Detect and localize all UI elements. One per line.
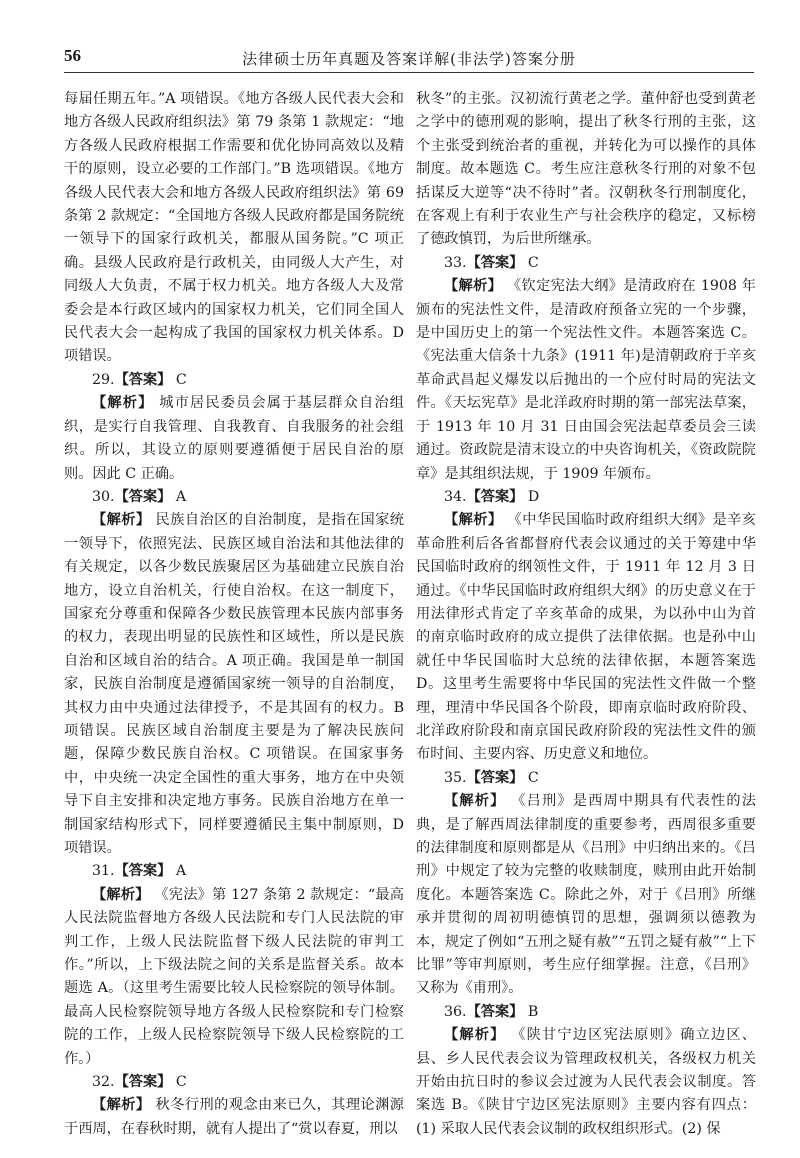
question-number: 31. [92,863,115,880]
explanation-text: 秋冬行刑的观念由来已久，其理论渊源于西周，在春秋时期，就有人提出了“赏以春夏，刑以 [64,1097,404,1137]
answer-label: 【答案】 [114,1074,172,1091]
explanation-text: 《陕甘宁边区宪法原则》确立边区、县、乡人民代表会议为管理政权机关，各级权力机关开始由抗日时的参议会过渡为人民代表会议制度。答案选 B。《陕甘宁边区宪法原则》主要内容有四点：(1) 采取人民代表会议制的政权组织形式。(2) 保 [416,1027,756,1137]
answer-value: C [175,1074,187,1091]
answer-label: 【答案】 [466,1003,524,1020]
explanation-32 [64,1094,404,1141]
explanation-text: 民族自治区的自治制度，是指在国家统一领导下，依照宪法、民族区域自治法和其他法律的有关规定，以各少数民族聚居区为基础建立民族自治地方，设立自治机关，行使自治权。在这一制度下，国家充分尊重和保障各少数民族管理本民族内部事务的权力，表现出明显的民族性和区域性，所以是民族自治和区域自治的结合。A 项正确。我国是单一制国家，民族自治制度是遵循国家统一领导的自治制度，其权力由中央通过法律授予，不是其固有的权力。B 项错误。民族区域自治制度主要是为了解决民族问题，保障少数民族自治权。C 项错误。在国家事务中，中央统一决定全国性的重大事务，地方在中央领导下自主安排和决定地方事务。民族自治地方在单一制国家结构形式下，同样要遵循民主集中制原则，D 项错误。 [64,512,404,856]
answer-value: C [527,769,539,786]
explanation-text: 城市居民委员会属于基层群众自治组织，是实行自我管理、自我教育、自我服务的社会组织。所以，其设立的原则要遵循便于居民自治的原则。因此 C 正确。 [64,395,404,482]
explanation-label: 【解析】 [444,793,506,810]
explanation-label: 【解析】 [92,512,151,529]
explanation-31 [64,884,404,1071]
explanation-label: 【解析】 [92,886,150,903]
explanation-text: 《宪法》第 127 条第 2 款规定：“最高人民法院监督地方各级人民法院和专门人民法院的审判工作，上级人民法院监督下级人民法院的审判工作。”所以，上下级法院之间的关系是监督关系。故本题选 A。（这里考生需要比较人民检察院的领导体制。最高人民检察院领导地方各级人民检察院和专门检察院的工作，上级人民检察院领导下级人民检察院的工作。） [64,886,404,1067]
question-number: 29. [92,371,115,388]
question-number: 34. [444,488,467,505]
explanation-label: 【解析】 [92,1097,151,1114]
question-number: 32. [92,1074,115,1091]
explanation-text: 《中华民国临时政府组织大纲》是辛亥革命胜利后各省都督府代表会议通过的关于筹建中华民国临时政府的纲领性文件，于 1911 年 12 月 3 日通过。《中华民国临时政府组织大纲》的历史意义在于用法律形式肯定了辛亥革命的成果，为以孙中山为首的南京临时政府的成立提供了法律依据。也是孙中山就任中华民国临时大总统的法律依据，本题答案选 D。这里考生需要将中华民国的宪法性文件做一个整理，理清中华民国各个阶段，即南京临时政府阶段、北洋政府阶段和南京国民政府阶段的宪法性文件的颁布时间、主要内容、历史意义和地位。 [416,512,756,763]
answer-value: A [175,863,187,880]
explanation-33 [416,275,756,486]
running-title: 法律硕士历年真题及答案详解(非法学)答案分册 [242,50,576,68]
answer-line-35 [416,767,756,790]
explanation-label: 【解析】 [444,512,503,529]
answer-line-29 [64,369,404,392]
answer-line-30 [64,486,404,509]
explanation-29 [64,392,404,486]
right-column [416,88,756,1141]
answer-value: B [527,1003,539,1020]
explanation-34 [416,509,756,766]
answer-value: C [527,254,539,271]
answer-line-33 [416,252,756,275]
answer-line-32 [64,1071,404,1094]
explanation-text: 《吕刑》是西周中期具有代表性的法典，是了解西周法律制度的重要参考，西周很多重要的法律制度和原则都是从《吕刑》中归纳出来的。《吕刑》中规定了较为完整的收赎制度，赎刑由此开始制度化。本题答案选 C。除此之外，对于《吕刑》所继承并贯彻的周初明德慎罚的思想，强调须以德教为本，规定了例如“五刑之疑有赦”“五罚之疑有赦”“上下比罪”等审判原则，考生应仔细掌握。注意，《吕刑》又称为《甫刑》。 [416,793,756,997]
answer-value: D [527,488,540,505]
answer-label: 【答案】 [466,254,524,271]
explanation-label: 【解析】 [92,395,154,412]
answer-label: 【答案】 [466,488,524,505]
page-number: 56 [64,46,81,65]
question-number: 35. [444,769,467,786]
explanation-text: 《钦定宪法大纲》是清政府在 1908 年颁布的宪法性文件，是清政府预备立宪的一个步骤，是中国历史上的第一个宪法性文件。本题答案选 C。《宪法重大信条十九条》(1911 年)是清朝政府于辛亥革命武昌起义爆发以后抛出的一个应付时局的宪法文件。《天坛宪草》是北洋政府时期的第一部宪法草案，于 1913 年 10 月 31 日由国会宪法起草委员会三读通过。资政院是清末设立的中央咨询机关，《资政院院章》是其组织法规，于 1909 年颁布。 [416,278,756,482]
answer-label: 【答案】 [114,371,172,388]
answer-value: C [175,371,187,388]
continued-paragraph: 每届任期五年。”A 项错误。《地方各级人民代表大会和地方各级人民政府组织法》第 79 条第 1 款规定：“地方各级人民政府根据工作需要和优化协同高效以及精干的原则，设立必要的工作部门。”B 选项错误。《地方各级人民代表大会和地方各级人民政府组织法》第 69 条第 2 款规定：“全国地方各级人民政府都是国务院统一领导下的国家行政机关，都服从国务院。”C 项正确。县级人民政府是行政机关，由同级人大产生，对同级人大负责，不属于权力机关。地方各级人大及常委会是本行政区域内的国家权力机关，它们同全国人民代表大会一起构成了我国的国家权力机关体系。D 项错误。 [64,91,404,365]
explanation-label: 【解析】 [444,278,503,295]
answer-line-34 [416,486,756,509]
answer-line-36 [416,1001,756,1024]
page-header [64,42,754,76]
explanation-label: 【解析】 [444,1027,506,1044]
question-number: 33. [444,254,467,271]
continued-paragraph: 秋冬”的主张。汉初流行黄老之学。董仲舒也受到黄老之学中的德刑观的影响，提出了秋冬行刑的主张，这个主张受到统治者的重视，并转化为可以操作的具体制度。故本题选 C。考生应注意秋冬行刑的对象不包括谋反大逆等“决不待时”者。汉朝秋冬行刑制度化，在客观上有利于农业生产与社会秩序的稳定，又标榜了德政慎罚，为后世所继承。 [416,91,756,248]
explanation-36 [416,1024,756,1141]
question-number: 30. [92,488,115,505]
answer-value: A [175,488,187,505]
header-rule [64,72,754,73]
answer-label: 【答案】 [114,488,172,505]
left-column [64,88,404,1141]
answer-label: 【答案】 [114,863,172,880]
answer-line-31 [64,860,404,883]
explanation-30 [64,509,404,860]
answer-label: 【答案】 [466,769,524,786]
explanation-35 [416,790,756,1001]
question-number: 36. [444,1003,467,1020]
